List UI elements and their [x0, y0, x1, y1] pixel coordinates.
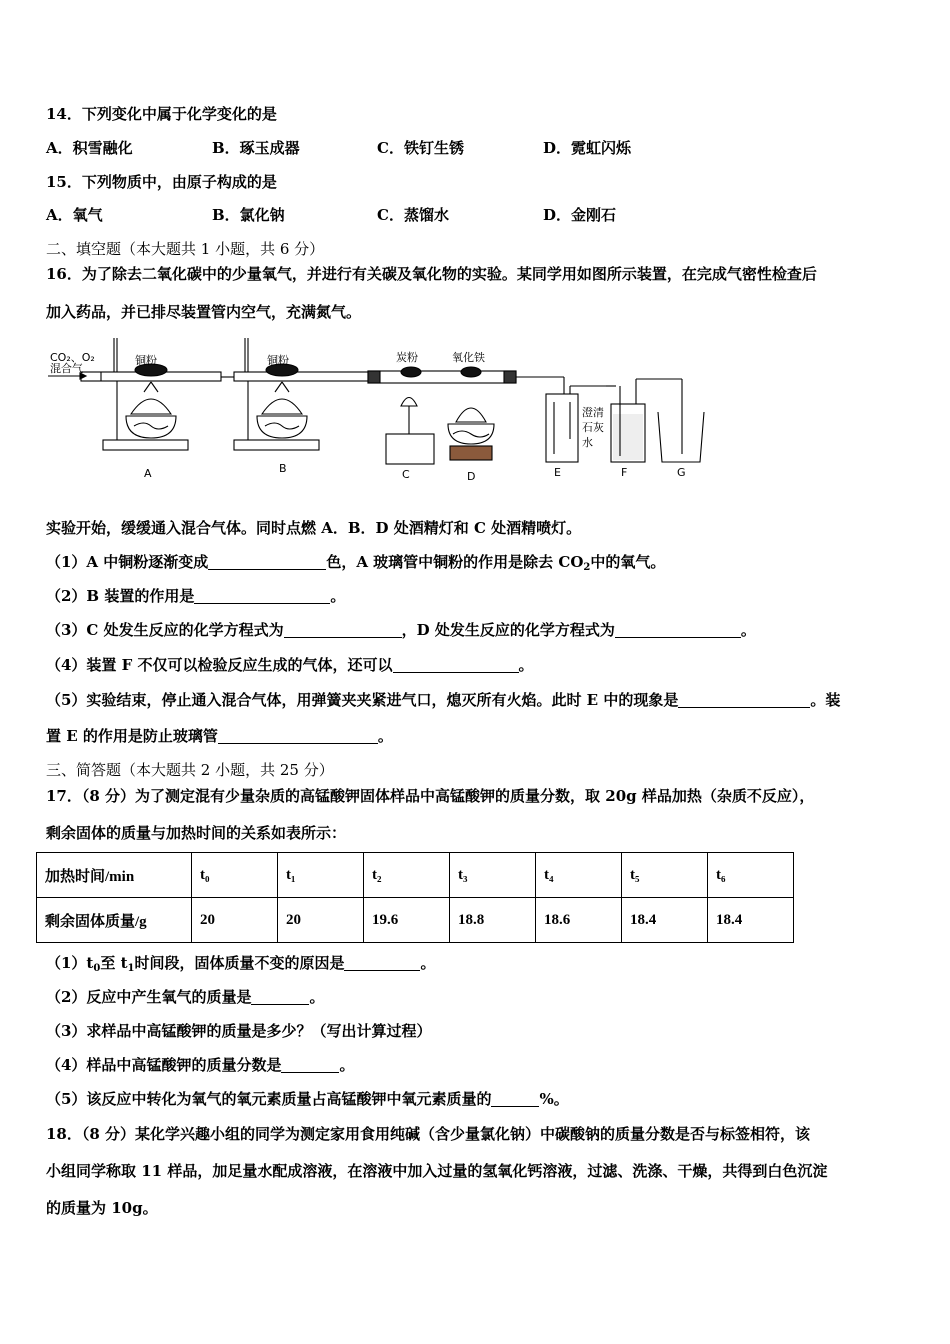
q17-part-4	[46, 1054, 354, 1075]
section-2-heading: 二、填空题（本大题共 1 小题，共 6 分）	[46, 240, 325, 258]
mass-time-table	[36, 852, 794, 943]
apparatus-b	[221, 338, 387, 450]
table-cell: 18.6	[536, 898, 622, 943]
apparatus-e	[546, 377, 606, 462]
q15-option-b: B．氯化钠	[212, 206, 285, 224]
table-header-mass: 剩余固体质量/g	[37, 898, 192, 943]
q16-part-2-text-b: 。	[330, 587, 346, 605]
label-f: F	[621, 466, 628, 479]
q16-part-4-text-b: 。	[518, 656, 534, 674]
q16-blank-3	[284, 622, 402, 638]
q16-part-5	[46, 689, 840, 710]
limewater-label-1: 澄清	[582, 406, 604, 419]
q16-part-5-cont	[46, 725, 393, 746]
q16-part-3	[46, 619, 756, 640]
inlet-label-2: 混合气	[50, 362, 83, 375]
q16-part-4	[46, 654, 534, 675]
section-3-heading: 三、简答题（本大题共 2 小题，共 25 分）	[46, 761, 334, 779]
q17-sub-0: 0	[93, 963, 101, 974]
q18-line-3: 的质量为 10g。	[46, 1199, 158, 1217]
q16-blank-2	[194, 588, 330, 604]
q17-part-2	[46, 986, 324, 1007]
q16-part-5-text-d: 。	[377, 727, 393, 745]
table-cell: 19.6	[364, 898, 450, 943]
apparatus-diagram	[46, 334, 726, 484]
q17-blank-4	[491, 1091, 539, 1107]
q16-part-1-text-b: 色，A 玻璃管中铜粉的作用是除去 CO	[326, 553, 584, 571]
table-cell: 20	[192, 898, 278, 943]
q17-part-2-text-b: 。	[309, 988, 325, 1006]
q17-part-4-text-a: （4）样品中高锰酸钾的质量分数是	[46, 1056, 282, 1074]
q17-blank-3	[281, 1057, 339, 1073]
q18-line-1: 18．（8 分）某化学兴趣小组的同学为测定家用食用纯碱（含少量氯化钠）中碳酸钠的质量分数是否与标签相符，该	[46, 1125, 811, 1143]
q17-part-1-text-b: 至 t	[100, 954, 128, 972]
q17-part-1-text-c: 时间段，固体质量不变的原因是	[134, 954, 345, 972]
q16-part-1-subscript: 2	[583, 562, 591, 573]
q17-part-5-text-a: （5）该反应中转化为氧气的氧元素质量占高锰酸钾中氧元素质量的	[46, 1090, 492, 1108]
q14-option-d: D．霓虹闪烁	[543, 139, 632, 157]
table-cell: 18.4	[708, 898, 794, 943]
table-cell: t₀	[192, 853, 278, 898]
q16-blank-4	[615, 622, 741, 638]
q17-part-1-text-a: （1）t	[46, 954, 94, 972]
table-cell: 18.8	[450, 898, 536, 943]
q15-option-a: A．氧气	[46, 206, 103, 224]
q16-line-2: 加入药品，并已排尽装置管内空气，充满氮气。	[46, 303, 362, 321]
table-row	[37, 853, 794, 898]
q16-part-2	[46, 585, 345, 606]
q14-option-b: B．琢玉成器	[212, 139, 300, 157]
q17-part-2-text-a: （2）反应中产生氧气的质量是	[46, 988, 252, 1006]
q16-part-5-text-b: 。装	[810, 691, 841, 709]
table-cell: t₅	[622, 853, 708, 898]
copper-label-a: 铜粉	[135, 354, 157, 367]
q17-part-1	[46, 952, 436, 974]
q16-blank-1	[208, 554, 326, 570]
q16-part-1-text-a: （1）A 中铜粉逐渐变成	[46, 553, 209, 571]
q17-line-1: 17．（8 分）为了测定混有少量杂质的高锰酸钾固体样品中高锰酸钾的质量分数，取 20g 样品加热（杂质不反应），	[46, 787, 815, 805]
q16-part-4-text-a: （4）装置 F 不仅可以检验反应生成的气体，还可以	[46, 656, 393, 674]
table-cell: t₂	[364, 853, 450, 898]
carbon-label: 炭粉	[396, 351, 418, 364]
table-cell: t₃	[450, 853, 536, 898]
label-c: C	[402, 468, 410, 481]
q16-part-1-text-c: 中的氧气。	[590, 553, 666, 571]
q16-line-1: 16．为了除去二氧化碳中的少量氧气，并进行有关碳及氧化物的实验。某同学用如图所示装置，在完成气密性检查后	[46, 265, 817, 283]
q16-part-1	[46, 551, 665, 573]
q17-blank-1	[344, 955, 420, 971]
q17-part-5	[46, 1088, 569, 1109]
q16-part-3-text-c: 。	[740, 621, 756, 639]
table-cell: 20	[278, 898, 364, 943]
apparatus-g	[658, 379, 704, 462]
q16-blank-5	[393, 657, 519, 673]
table-row	[37, 898, 794, 943]
q14-option-a: A．积雪融化	[46, 139, 133, 157]
table-cell: 18.4	[622, 898, 708, 943]
q18-line-2: 小组同学称取 11 样品，加足量水配成溶液，在溶液中加入过量的氢氧化钙溶液，过滤、洗涤、干燥，共得到白色沉淀	[46, 1162, 828, 1180]
label-e: E	[554, 466, 561, 479]
limewater-label-3: 水	[582, 436, 593, 449]
q14-option-c: C．铁钉生锈	[377, 139, 464, 157]
q16-part-2-text-a: （2）B 装置的作用是	[46, 587, 195, 605]
q17-blank-2	[251, 989, 309, 1005]
q16-blank-6	[678, 692, 810, 708]
label-g: G	[677, 466, 686, 479]
q17-sub-1: 1	[127, 963, 135, 974]
q17-line-2: 剩余固体的质量与加热时间的关系如表所示：	[46, 824, 347, 842]
q16-intro: 实验开始，缓缓通入混合气体。同时点燃 A．B．D 处酒精灯和 C 处酒精喷灯。	[46, 519, 582, 537]
table-cell: t₆	[708, 853, 794, 898]
label-d: D	[467, 470, 476, 483]
copper-label-b: 铜粉	[267, 354, 289, 367]
q15-stem: 15．下列物质中，由原子构成的是	[46, 173, 277, 191]
table-cell: t₁	[278, 853, 364, 898]
q17-part-1-text-d: 。	[420, 954, 436, 972]
label-a: A	[144, 467, 152, 480]
apparatus-f	[606, 379, 682, 462]
q17-part-3: （3）求样品中高锰酸钾的质量是多少？（写出计算过程）	[46, 1022, 432, 1040]
q15-option-d: D．金刚石	[543, 206, 617, 224]
apparatus-cd	[368, 367, 546, 464]
q16-part-5-text-a: （5）实验结束，停止通入混合气体，用弹簧夹夹紧进气口，熄灭所有火焰。此时 E 中的现象是	[46, 691, 679, 709]
label-b: B	[279, 462, 287, 475]
limewater-label-2: 石灰	[582, 421, 604, 434]
table-cell: t₄	[536, 853, 622, 898]
q16-part-5-text-c: 置 E 的作用是防止玻璃管	[46, 727, 218, 745]
q15-option-c: C．蒸馏水	[377, 206, 449, 224]
q16-blank-7	[218, 728, 378, 744]
q14-stem: 14．下列变化中属于化学变化的是	[46, 105, 277, 123]
iron-oxide-label: 氧化铁	[452, 351, 485, 364]
q17-part-4-text-b: 。	[339, 1056, 355, 1074]
q16-part-3-text-a: （3）C 处发生反应的化学方程式为	[46, 621, 284, 639]
q17-part-5-text-b: %。	[539, 1090, 569, 1108]
inlet-label: CO₂、O₂	[50, 351, 95, 364]
q16-part-3-text-b: ，D 处发生反应的化学方程式为	[401, 621, 615, 639]
table-header-time: 加热时间/min	[37, 853, 192, 898]
